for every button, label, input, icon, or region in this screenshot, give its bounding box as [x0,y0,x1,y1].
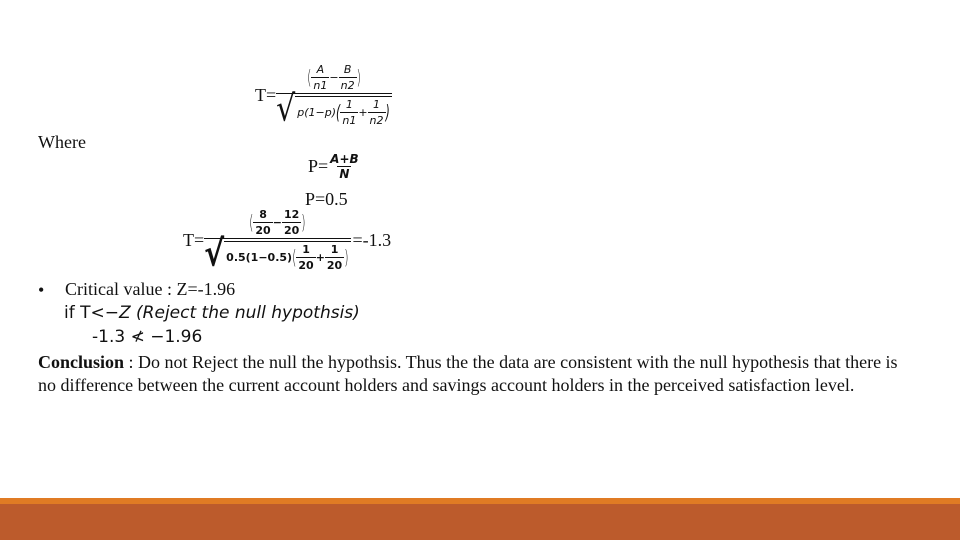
comparison: -1.3 ≮ −1.96 [92,327,203,347]
p-fraction: $\frac{A+B}{N}$ [330,152,359,181]
decision-rule: if T< −Z (Reject the null hypothsis) [64,303,360,323]
t-formula-substituted: T= ( $\frac{8}{20}$ − $\frac{12}{20}$ ) √ 0.5(1−0.5) ( $\frac{1}{20}$ + $\frac{1}{20}$ ) =-1.3 [183,208,392,276]
t-formula-general [255,63,392,131]
p-formula: P= $\frac{A+B}{N}$ [308,152,359,181]
t-sub-fraction: ( $\frac{8}{20}$ − $\frac{12}{20}$ ) √ 0.5(1−0.5) ( $\frac{1}{20}$ + $\frac{1}{20}$ ) [204,208,349,276]
t-lhs: T= [255,84,277,105]
p-value: P=0.5 [305,189,348,209]
conclusion-label: Conclusion [38,352,125,372]
t-numerator: ( $\frac{A}{n1}$ − $\frac{B}{n2}$ ) [307,63,361,92]
frac-b-n2: $\frac{B}{n2}$ [340,63,355,92]
t-denominator [276,88,392,131]
critical-value: Critical value : Z=-1.96 [65,279,236,299]
footer-bar [0,504,960,540]
sqrt-substituted: √ 0.5(1−0.5) ( $\frac{1}{20}$ + $\frac{1}{20}$ ) [204,233,349,276]
bullet-symbol: • [38,280,45,300]
frac-a-n1: $\frac{A}{n1}$ [313,63,328,92]
t-fraction [276,63,392,131]
conclusion-text: : Do not Reject the null the hypothsis. Thus the the data are consistent with the null hypothesis that there is no difference between the current account holders and savings account holders in the perceived satisfaction level. [38,352,898,395]
sqrt-general: √ p(1−p) ( $\frac{1}{n1}$ + $\frac{1}{n2}$ ) [276,88,390,131]
where-label: Where [38,132,86,152]
t-result: =-1.3 [352,229,392,250]
conclusion-paragraph [38,351,918,397]
